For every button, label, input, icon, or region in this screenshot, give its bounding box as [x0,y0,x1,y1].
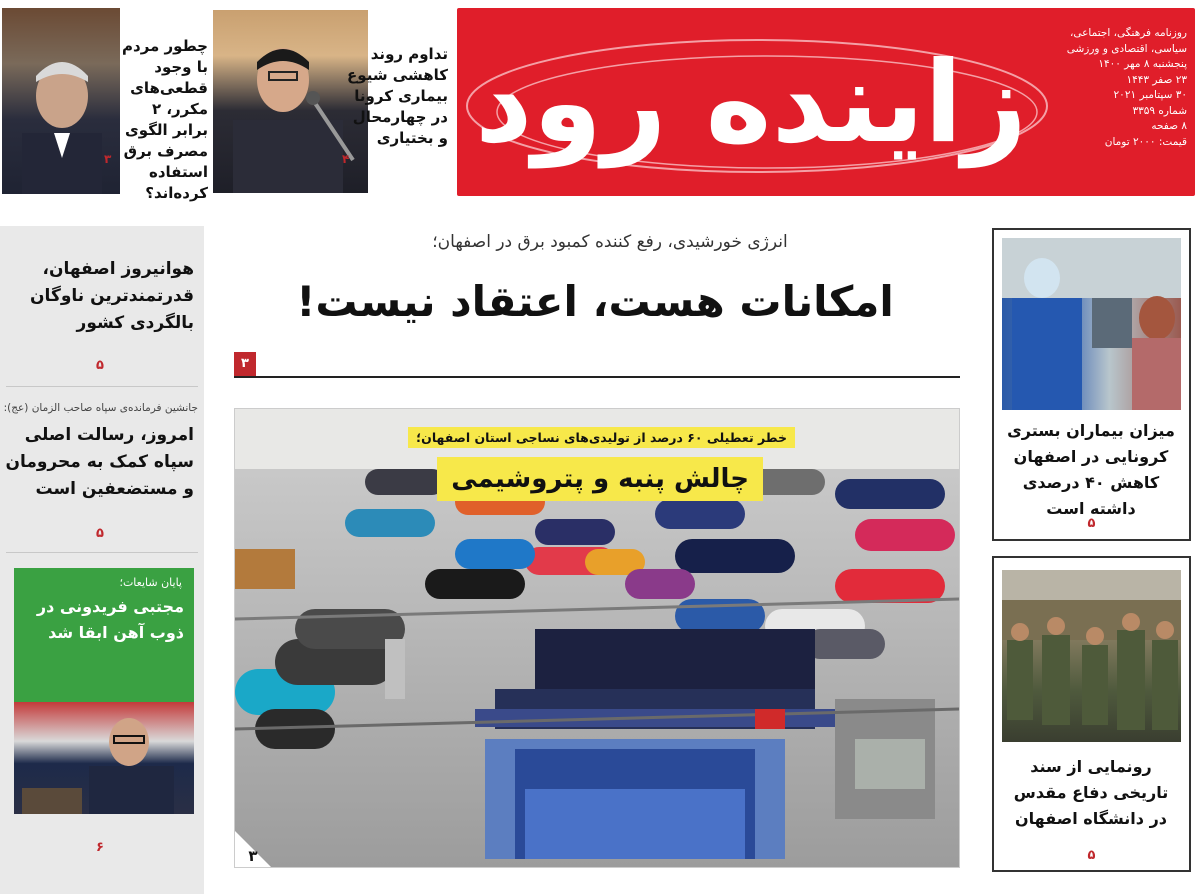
divider [6,552,198,553]
soldiers-photo[interactable] [1002,570,1181,742]
green-kicker: پایان شایعات؛ [119,576,182,589]
photo-kicker: خطر تعطیلی ۶۰ درصد از تولیدی‌های نساجی استان اصفهان؛ [408,427,795,448]
hospital-photo[interactable] [1002,238,1181,410]
teaser-photo-official[interactable] [2,8,120,194]
page-number: ۶ [96,840,104,855]
lead-headline[interactable]: امکانات هست، اعتقاد نیست! [296,277,894,326]
masthead-info-line: قیمت: ۲۰۰۰ تومان [1104,135,1187,148]
masthead-info [1047,26,1187,150]
right-headline[interactable]: میزان بیماران بستری کرونایی در اصفهان کاهش ۴۰ درصدی داشته است [1007,421,1175,518]
divider [6,386,198,387]
page-number: ۵ [1087,516,1096,531]
newspaper-logo[interactable]: زاینده رود [474,38,1027,168]
lead-kicker: انرژی خورشیدی، رفع کننده کمبود برق در اصفهان؛ [432,232,788,252]
right-story-box[interactable] [992,228,1191,541]
left-headline[interactable]: امروز، رسالت اصلی سپاه کمک به محرومان و مستضعفین است [5,425,194,499]
masthead [457,8,1195,196]
page-number: ۳ [104,152,112,166]
page-number-box: ۳ [234,352,256,376]
masthead-info-line: ۸ صفحه [1151,120,1187,132]
page-number: ۳ [248,847,258,865]
green-feature-box[interactable] [14,568,194,702]
green-headline[interactable]: مجتبی فریدونی در ذوب آهن ابقا شد [36,597,184,642]
page-number: ۵ [96,526,104,541]
masthead-info-line: روزنامه فرهنگی، اجتماعی، [1070,27,1187,39]
left-kicker: جانشین فرمانده‌ی سپاه صاحب الزمان (عج): [3,402,198,414]
teaser-headline[interactable]: تداوم روند کاهشی شیوع بیماری کرونا در چهارمحال و بختیاری [347,45,448,147]
page-number: ۴ [342,152,350,166]
lead-rule [234,376,960,378]
right-headline[interactable]: رونمایی از سند تاریخی دفاع مقدس در دانشگاه اصفهان [1013,757,1169,828]
masthead-info-line: ۲۳ صفر ۱۴۴۳ [1126,73,1187,86]
textile-factory-photo[interactable] [234,408,960,868]
coach-photo[interactable] [14,702,194,814]
teaser-headline[interactable]: چطور مردم با وجود قطعی‌های مکرر، ۲ برابر الگوی مصرف برق استفاده کرده‌اند؟ [122,37,208,202]
page-number: ۵ [96,358,104,373]
left-headline[interactable]: هوانیروز اصفهان، قدرتمندترین ناوگان بالگردی کشور [30,259,194,333]
photo-headline[interactable]: چالش پنبه و پتروشیمی [437,457,763,501]
masthead-info-line: سیاسی، اقتصادی و ورزشی [1066,42,1187,55]
page-number: ۵ [1087,848,1096,863]
masthead-info-line: پنجشنبه ۸ مهر ۱۴۰۰ [1098,58,1187,70]
masthead-info-line: شماره ۳۳۵۹ [1132,104,1187,117]
left-column [0,226,204,894]
masthead-info-line: ۳۰ سپتامبر ۲۰۲۱ [1113,89,1187,101]
right-story-box[interactable] [992,556,1191,872]
